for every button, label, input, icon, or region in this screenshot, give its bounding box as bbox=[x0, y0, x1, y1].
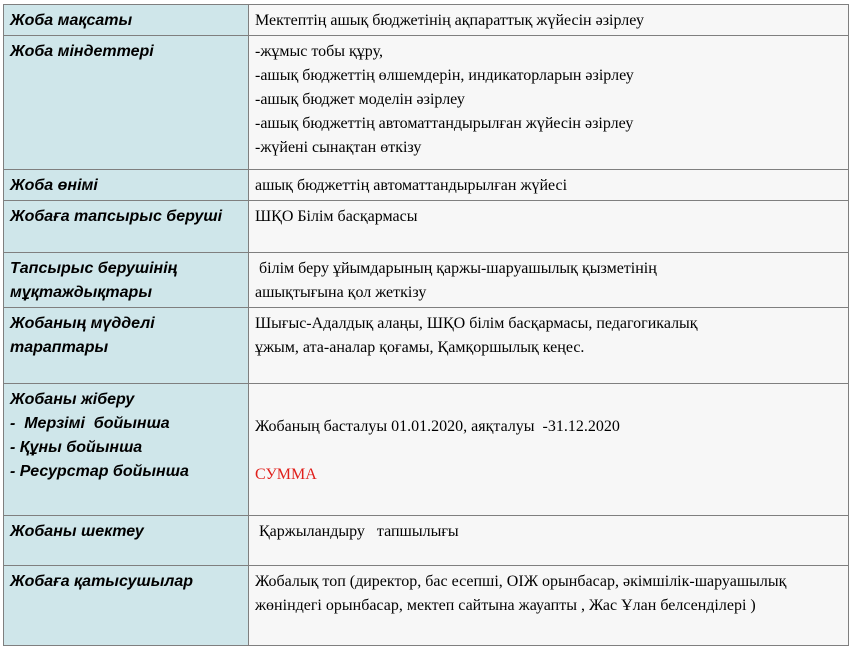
row-value-customer-needs bbox=[249, 253, 849, 308]
row-label-customer-needs bbox=[4, 253, 249, 308]
table-row-project-constraints bbox=[4, 516, 849, 566]
label-line: Тапсырыс берушінің bbox=[10, 260, 178, 277]
label-line: Жобаны шектеу bbox=[10, 523, 144, 540]
row-value-project-goal bbox=[249, 5, 849, 36]
value-line: Мектептің ашық бюджетінің ақпараттық жүйесін әзірлеу bbox=[255, 12, 644, 29]
value-line: білім беру ұйымдарының қаржы-шаруашылық қызметінің bbox=[255, 260, 657, 277]
row-label-project-goal bbox=[4, 5, 249, 36]
label-line: - Мерзімі бойынша bbox=[10, 415, 170, 432]
row-value-stakeholders bbox=[249, 308, 849, 384]
task-item: -ашық бюджеттің автоматтандырылған жүйесін әзірлеу bbox=[255, 115, 634, 132]
value-line: Қаржыландыру тапшылығы bbox=[255, 523, 459, 540]
value-line: ұжым, ата-аналар қоғамы, Қамқоршылық кеңес. bbox=[255, 339, 585, 356]
row-value-project-launch bbox=[249, 384, 849, 516]
task-item: -ашық бюджеттің өлшемдерін, индикаторларын әзірлеу bbox=[255, 67, 634, 84]
label-line: Жоба міндеттері bbox=[10, 43, 154, 60]
table-row-project-tasks bbox=[4, 36, 849, 170]
label-line: Жобаға қатысушылар bbox=[10, 573, 194, 590]
row-value-project-tasks bbox=[249, 36, 849, 170]
table-row-project-customer bbox=[4, 201, 849, 253]
row-value-project-constraints bbox=[249, 516, 849, 566]
row-label-project-launch bbox=[4, 384, 249, 516]
table-row-project-product bbox=[4, 170, 849, 201]
task-item: -жүйені сынақтан өткізу bbox=[255, 139, 422, 156]
row-value-project-customer bbox=[249, 201, 849, 253]
label-line: тараптары bbox=[10, 339, 109, 356]
label-line: - Құны бойынша bbox=[10, 439, 143, 456]
table-row-project-launch bbox=[4, 384, 849, 516]
row-label-project-participants bbox=[4, 566, 249, 646]
label-line: Жобаны жіберу bbox=[10, 391, 135, 408]
row-label-project-customer bbox=[4, 201, 249, 253]
project-period-text: Жобаның басталуы 01.01.2020, аяқталуы -31.12.2020 bbox=[255, 417, 620, 435]
table-row-project-participants bbox=[4, 566, 849, 646]
row-value-project-product bbox=[249, 170, 849, 201]
label-line: мұқтаждықтары bbox=[10, 284, 152, 301]
spacer bbox=[255, 439, 842, 463]
table-row-stakeholders bbox=[4, 308, 849, 384]
project-passport-table bbox=[3, 4, 849, 646]
label-line: Жоба мақсаты bbox=[10, 12, 133, 29]
sum-placeholder-text: СУММА bbox=[255, 465, 317, 483]
table-row-customer-needs bbox=[4, 253, 849, 308]
value-line: ашық бюджеттің автоматтандырылған жүйесі bbox=[255, 177, 568, 194]
value-line: ашықтығына қол жеткізу bbox=[255, 284, 427, 301]
task-item: -жұмыс тобы құру, bbox=[255, 43, 383, 60]
row-value-project-participants bbox=[249, 566, 849, 646]
row-label-project-tasks bbox=[4, 36, 249, 170]
table-row-project-goal bbox=[4, 5, 849, 36]
value-line: Шығыс-Адалдық алаңы, ШҚО білім басқармасы, педагогикалық bbox=[255, 315, 698, 332]
task-item: -ашық бюджет моделін әзірлеу bbox=[255, 91, 465, 108]
label-line: Жобаның мүдделі bbox=[10, 315, 155, 332]
value-line: ШҚО Білім басқармасы bbox=[255, 208, 418, 225]
row-label-project-constraints bbox=[4, 516, 249, 566]
label-line: Жобаға тапсырыс беруші bbox=[10, 208, 223, 225]
row-label-project-product bbox=[4, 170, 249, 201]
label-line: Жоба өнімі bbox=[10, 177, 98, 194]
label-line: - Ресурстар бойынша bbox=[10, 463, 189, 480]
row-label-stakeholders bbox=[4, 308, 249, 384]
participants-text: Жобалық топ (директор, бас есепші, ОІЖ орынбасар, әкімшілік-шаруашылық жөніндегі орынбасар, мектеп сайтына жауапты , Жас Ұлан белсенділері ) bbox=[255, 573, 787, 614]
